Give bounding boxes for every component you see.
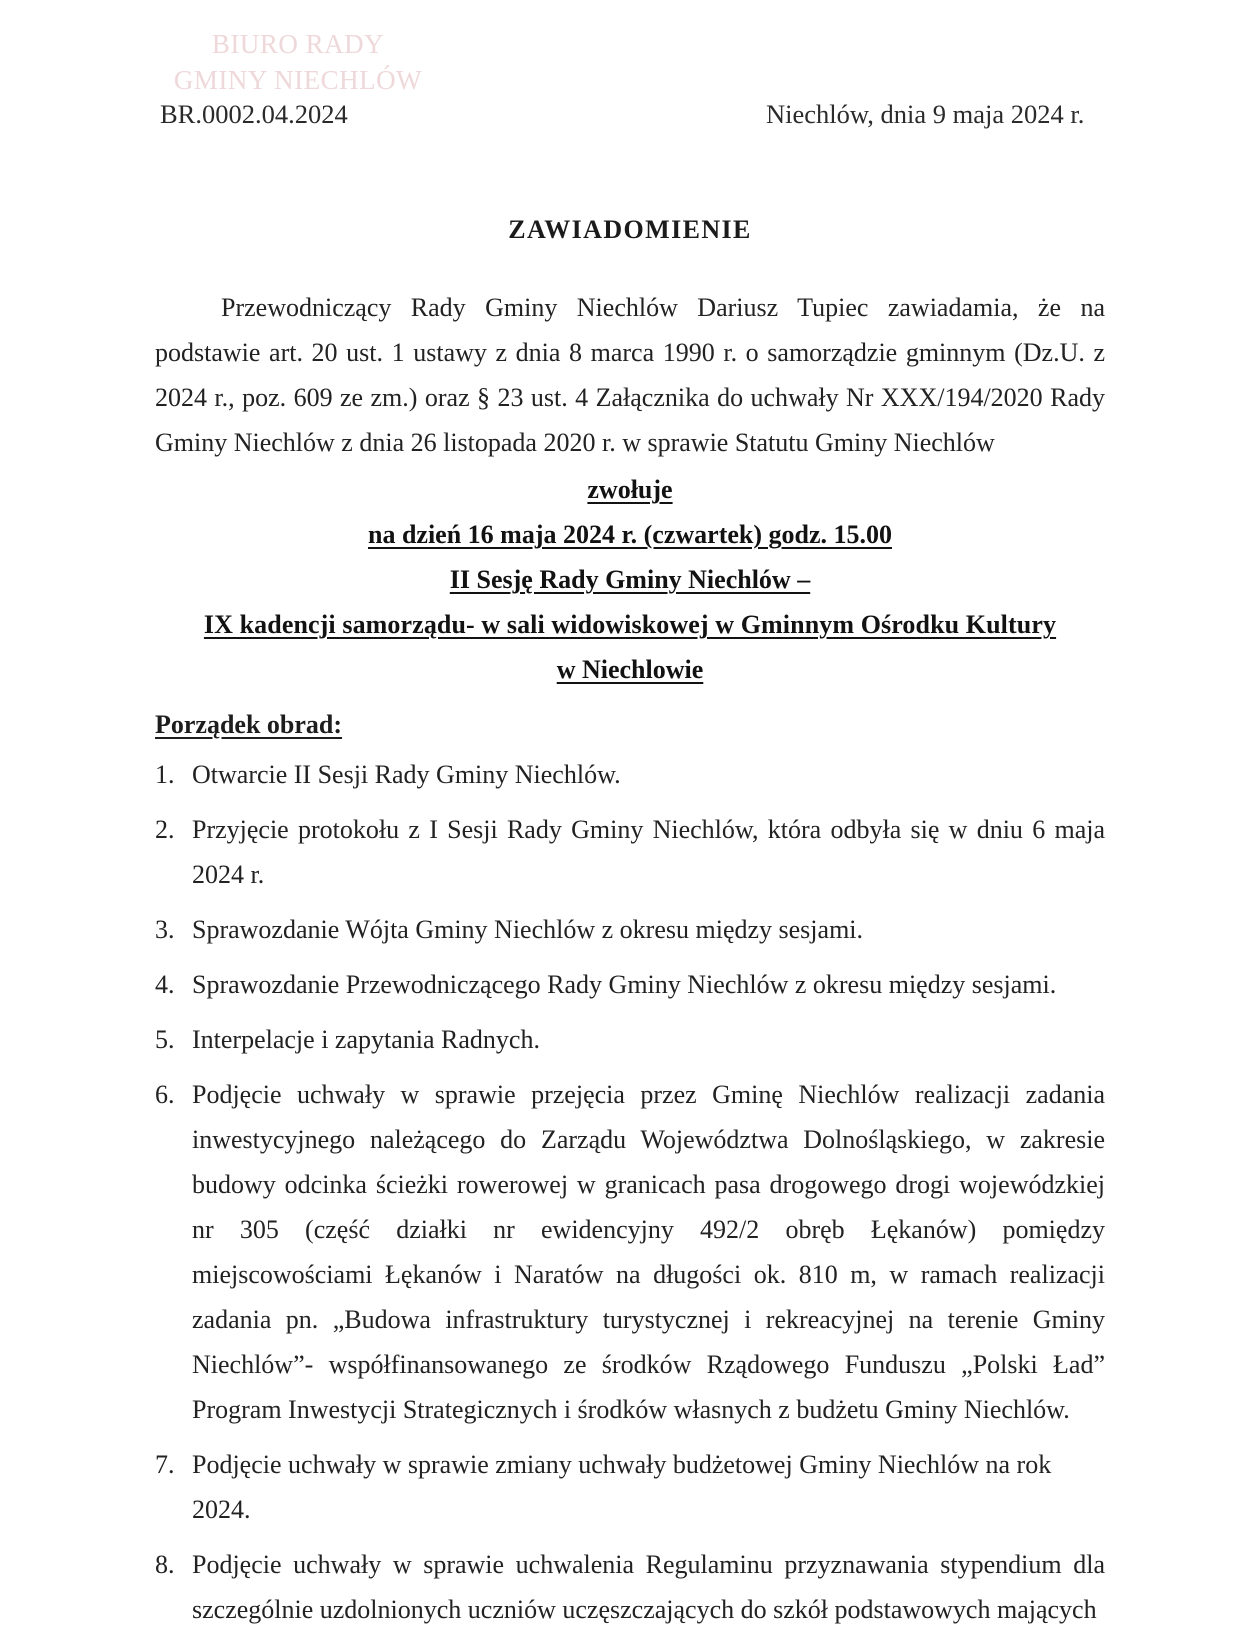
list-item	[155, 907, 1105, 952]
list-item	[155, 752, 1105, 797]
list-item	[155, 1017, 1105, 1062]
convene-line-5	[155, 647, 1105, 692]
intro-paragraph: Przewodniczący Rady Gminy Niechlów Dariusz Tupiec zawiadamia, że na podstawie art. 20 ust. 1 ustawy z dnia 8 marca 1990 r. o samorządzie gminnym (Dz.U. z 2024 r., poz. 609 ze zm.) oraz § 23 ust. 4 Załącznika do uchwały Nr XXX/194/2020 Rady Gminy Niechlów z dnia 26 listopada 2020 r. w sprawie Statutu Gminy Niechlów	[155, 293, 1105, 457]
list-item-number: 2.	[155, 815, 175, 844]
list-item-number: 7.	[155, 1450, 175, 1479]
list-item-number: 4.	[155, 970, 175, 999]
place-and-date: Niechlów, dnia 9 maja 2024 r.	[766, 99, 1085, 129]
list-item	[155, 1542, 1105, 1632]
list-item-number: 3.	[155, 915, 175, 944]
agenda-list	[155, 752, 1105, 1632]
office-stamp-line-1: BIURO RADY	[211, 29, 385, 59]
convene-line-4	[155, 602, 1105, 647]
document-header	[0, 0, 1240, 150]
convene-line-4-text: IX kadencji samorządu- w sali widowiskowej w Gminnym Ośrodku Kultury	[203, 610, 1057, 639]
convene-block	[155, 467, 1105, 692]
list-item-number: 1.	[155, 760, 175, 789]
page-title: ZAWIADOMIENIE	[508, 215, 752, 244]
convene-line-2	[155, 512, 1105, 557]
list-item-text: Sprawozdanie Przewodniczącego Rady Gminy Niechlów z okresu między sesjami.	[192, 970, 1057, 999]
list-item-text: Sprawozdanie Wójta Gminy Niechlów z okresu między sesjami.	[192, 915, 864, 944]
convene-line-3-text: II Sesję Rady Gminy Niechlów –	[449, 565, 811, 594]
list-item	[155, 807, 1105, 897]
list-item-number: 5.	[155, 1025, 175, 1054]
agenda-heading	[155, 704, 1105, 746]
convene-line-5-text: w Niechlowie	[556, 655, 704, 684]
list-item-text: Podjęcie uchwały w sprawie przejęcia przez Gminę Niechlów realizacji zadania inwestycyjnego należącego do Zarządu Województwa Dolnośląskiego, w zakresie budowy odcinka ścieżki rowerowej w granicach pasa drogowego drogi wojewódzkiej nr 305 (część działki nr ewidencyjny 492/2 obręb Łękanów) pomiędzy miejscowościami Łękanów i Naratów na długości ok. 810 m, w ramach realizacji zadania pn. „Budowa infrastruktury turystycznej i rekreacyjnej na terenie Gminy Niechlów”- współfinansowanego ze środków Rządowego Funduszu „Polski Ład” Program Inwestycji Strategicznych i środków własnych z budżetu Gminy Niechlów.	[192, 1080, 1105, 1424]
reference-number: BR.0002.04.2024	[160, 99, 348, 129]
convene-line-1	[155, 467, 1105, 512]
convene-line-3	[155, 557, 1105, 602]
list-item-number: 6.	[155, 1080, 175, 1109]
list-item-text: Interpelacje i zapytania Radnych.	[192, 1025, 540, 1054]
list-item-text: Otwarcie II Sesji Rady Gminy Niechlów.	[192, 760, 621, 789]
list-item	[155, 1442, 1105, 1532]
list-item	[155, 962, 1105, 1007]
office-stamp	[148, 26, 448, 98]
agenda-heading-text: Porządek obrad:	[155, 710, 343, 739]
list-item-text: Przyjęcie protokołu z I Sesji Rady Gminy Niechlów, która odbyła się w dniu 6 maja 2024 r.	[192, 815, 1105, 889]
convene-line-1-text: zwołuje	[587, 475, 673, 504]
document-body	[155, 215, 1105, 1642]
list-item	[155, 1072, 1105, 1432]
list-item-number: 8.	[155, 1550, 175, 1579]
list-item-text: Podjęcie uchwały w sprawie zmiany uchwały budżetowej Gminy Niechlów na rok 2024.	[192, 1450, 1052, 1524]
list-item-text: Podjęcie uchwały w sprawie uchwalenia Regulaminu przyznawania stypendium dla szczególnie uzdolnionych uczniów uczęszczających do szkół podstawowych mających	[192, 1550, 1105, 1624]
office-stamp-line-2: GMINY NIECHLÓW	[173, 65, 423, 95]
convene-line-2-text: na dzień 16 maja 2024 r. (czwartek) godz. 15.00	[367, 520, 893, 549]
